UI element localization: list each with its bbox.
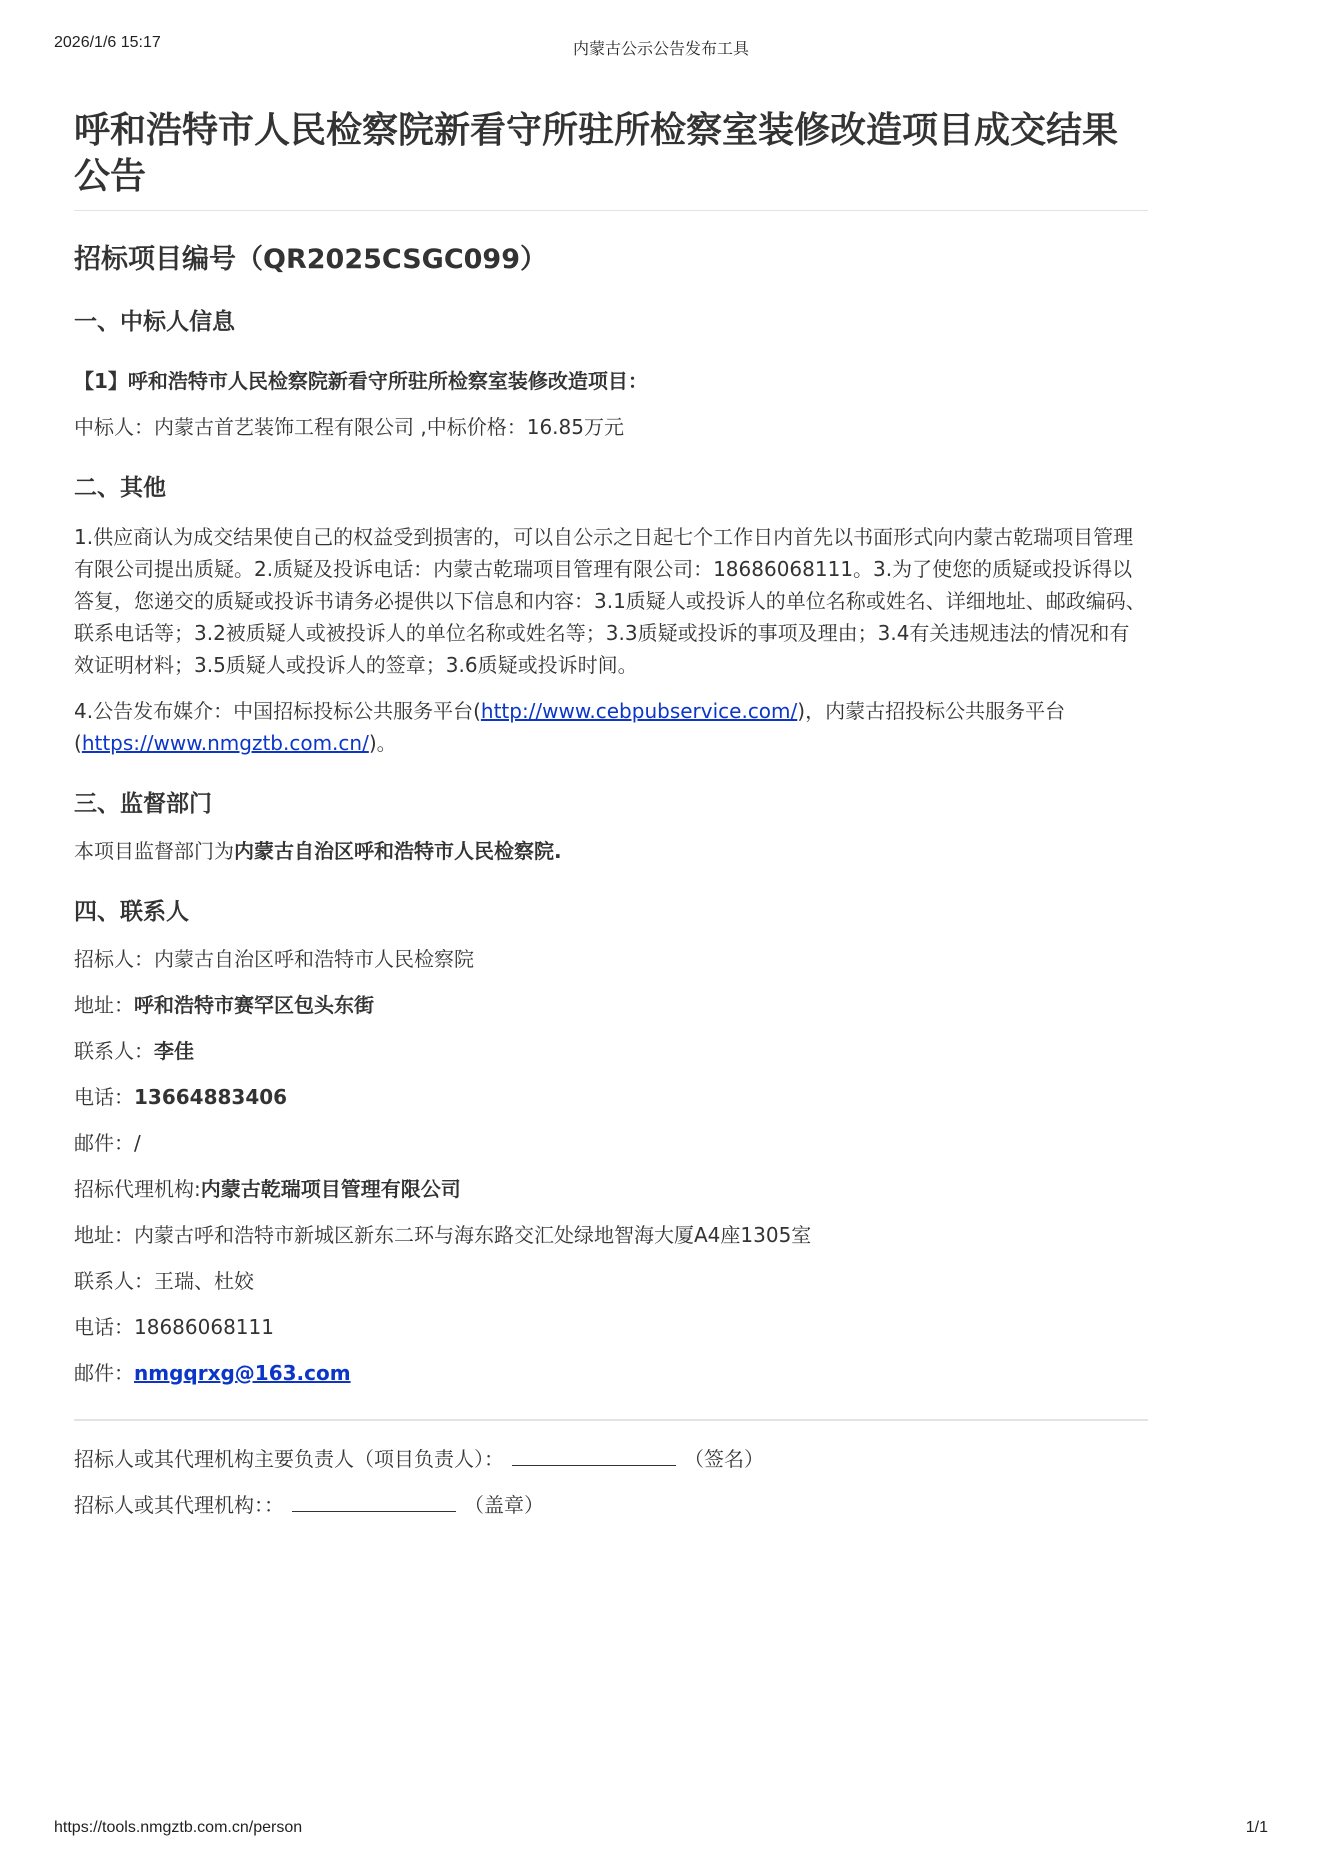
address-label: 地址： (74, 1223, 134, 1247)
complaint-paragraph: 1.供应商认为成交结果使自己的权益受到损害的，可以自公示之日起七个工作日内首先以书面形式向内蒙古乾瑞项目管理有限公司提出质疑。2.质疑及投诉电话：内蒙古乾瑞项目管理有限公司：18686068111。3.为了使您的质疑或投诉得以答复，您递交的质疑或投诉书请务必提供以下信息和内容：3.1质疑人或投诉人的单位名称或姓名、详细地址、邮政编码、联系电话等；3.2被质疑人或被投诉人的单位名称或姓名等；3.3质疑或投诉的事项及理由；3.4有关违规违法的情况和有效证明材料；3.5质疑人或投诉人的签章；3.6质疑或投诉时间。 (74, 525, 1146, 677)
print-footer (54, 1819, 1268, 1841)
print-header-title: 内蒙古公示公告发布工具 (572, 41, 749, 58)
tenderer-contact-value: 李佳 (154, 1039, 194, 1063)
section-heading-supervision: 三、监督部门 (74, 791, 212, 817)
page-title: 呼和浩特市人民检察院新看守所驻所检察室装修改造项目成交结果公告 (74, 108, 1148, 211)
announcement-document (74, 108, 1148, 1521)
tenderer-phone-line (74, 1081, 1148, 1113)
tenderer-address-value: 呼和浩特市赛罕区包头东街 (134, 993, 374, 1017)
print-timestamp: 2026/1/6 15:17 (54, 34, 161, 51)
cebpubservice-link[interactable]: http://www.cebpubservice.com/ (480, 699, 798, 723)
signature-suffix: （签名） (684, 1447, 764, 1471)
agency-address-value: 内蒙古呼和浩特市新城区新东二环与海东路交汇处绿地智海大厦A4座1305室 (134, 1223, 812, 1247)
tenderer-phone-value: 13664883406 (134, 1085, 288, 1109)
agency-value: 内蒙古乾瑞项目管理有限公司 (200, 1177, 461, 1201)
agency-email-line (74, 1357, 1148, 1389)
divider (74, 1419, 1148, 1421)
seal-suffix: （盖章） (464, 1493, 544, 1517)
winner-line: 中标人：内蒙古首艺装饰工程有限公司 ,中标价格：16.85万元 (74, 415, 624, 439)
email-label: 邮件： (74, 1361, 134, 1385)
project-number-heading: 招标项目编号（QR2025CSGC099） (74, 244, 547, 275)
media-prefix: 4.公告发布媒介：中国招标投标公共服务平台( (74, 699, 481, 723)
nmgztb-link[interactable]: https://www.nmgztb.com.cn/ (81, 731, 369, 755)
agency-phone-line (74, 1311, 1148, 1343)
agency-line (74, 1173, 1148, 1205)
seal-label: 招标人或其代理机构：： (74, 1493, 284, 1517)
tenderer-address-line (74, 989, 1148, 1021)
seal-blank (292, 1489, 456, 1512)
section-heading-winner: 一、中标人信息 (74, 309, 235, 335)
phone-label: 电话： (74, 1085, 134, 1109)
media-mid: )，内蒙古招投标公共服务平台( (74, 699, 1066, 755)
supervision-prefix: 本项目监督部门为 (74, 839, 234, 863)
tenderer-email-value: / (134, 1131, 141, 1155)
print-url: https://tools.nmgztb.com.cn/person (54, 1819, 303, 1836)
phone-label: 电话： (74, 1315, 134, 1339)
signature-line (74, 1443, 1148, 1475)
agency-contact-line (74, 1265, 1148, 1297)
media-suffix: )。 (368, 731, 397, 755)
print-header (54, 34, 1268, 56)
supervision-dept: 内蒙古自治区呼和浩特市人民检察院. (234, 839, 562, 863)
tenderer-line (74, 943, 1148, 975)
tenderer-email-line (74, 1127, 1148, 1159)
agency-email-link[interactable]: nmgqrxg@163.com (134, 1361, 351, 1385)
email-label: 邮件： (74, 1131, 134, 1155)
tenderer-contact-line (74, 1035, 1148, 1067)
tenderer-label: 招标人： (74, 947, 154, 971)
agency-label: 招标代理机构: (74, 1177, 201, 1201)
signature-label: 招标人或其代理机构主要负责人（项目负责人）： (74, 1447, 504, 1471)
contact-label: 联系人： (74, 1269, 154, 1293)
lot-title: 【1】呼和浩特市人民检察院新看守所驻所检察室装修改造项目： (74, 369, 648, 393)
seal-line (74, 1489, 1148, 1521)
section-heading-other: 二、其他 (74, 475, 166, 501)
page-number: 1/1 (1245, 1819, 1268, 1836)
section-heading-contacts: 四、联系人 (74, 899, 189, 925)
tenderer-value: 内蒙古自治区呼和浩特市人民检察院 (154, 947, 474, 971)
agency-address-line (74, 1219, 1148, 1251)
supervision-line (74, 835, 1148, 867)
agency-phone-value: 18686068111 (134, 1315, 274, 1339)
contact-label: 联系人： (74, 1039, 154, 1063)
signature-blank (512, 1443, 676, 1466)
agency-contact-value: 王瑞、杜姣 (154, 1269, 254, 1293)
media-paragraph (74, 695, 1148, 759)
address-label: 地址： (74, 993, 134, 1017)
